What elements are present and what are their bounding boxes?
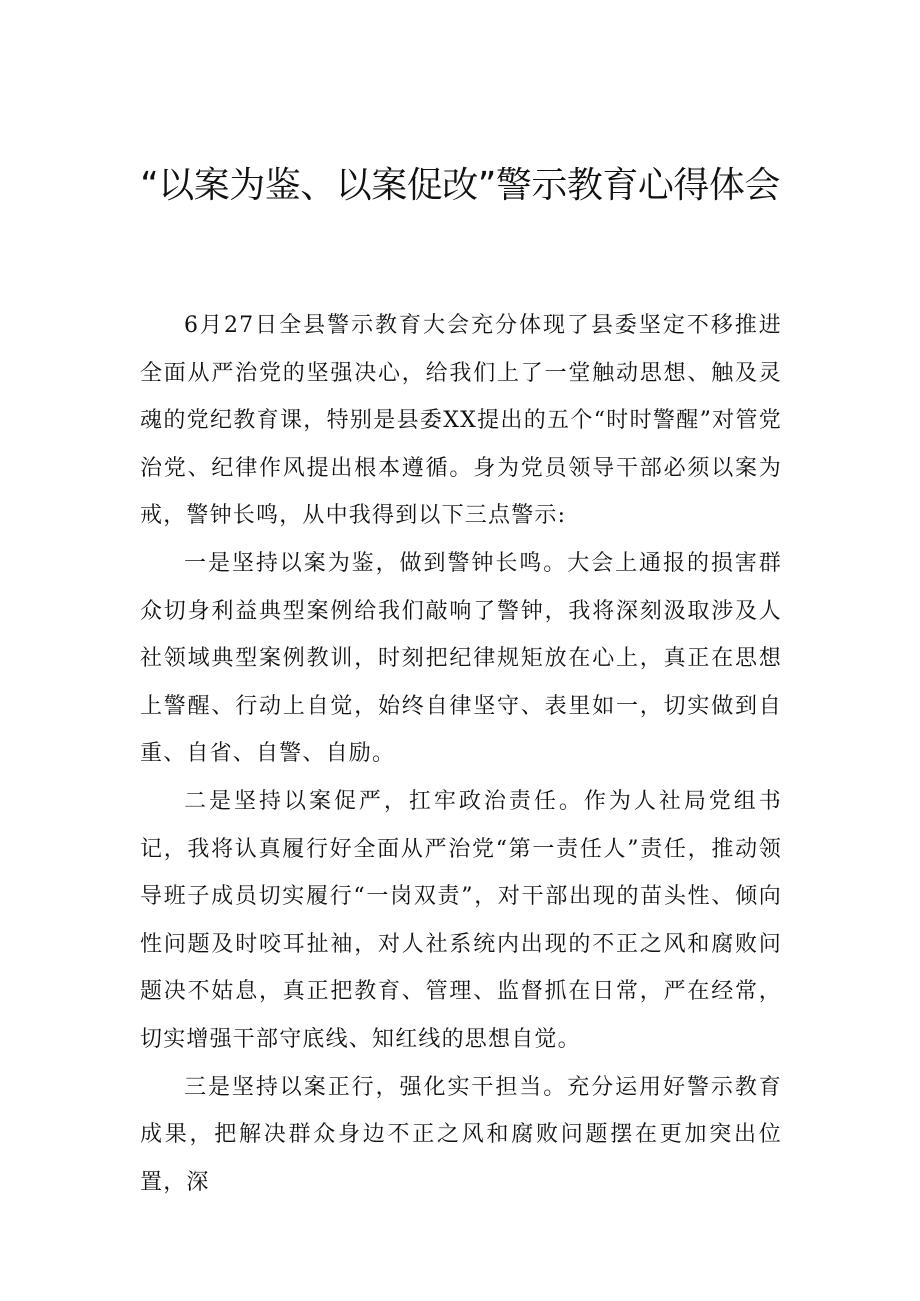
paragraph-point-two: 二是坚持以案促严，扛牢政治责任。作为人社局党组书记，我将认真履行好全面从严治党“第一责任人”责任，推动领导班子成员切实履行“一岗双责”，对干部出现的苗头性、倾向性问题及时咬耳扯袖，对人社系统内出现的不正之风和腐败问题决不姑息，真正把教育、管理、监督抓在日常，严在经常，切实增强干部守底线、知红线的思想自觉。 [140, 788, 782, 1052]
paragraph-point-three: 三是坚持以案正行，强化实干担当。充分运用好警示教育成果，把解决群众身边不正之风和腐败问题摆在更加突出位置，深 [140, 1074, 782, 1195]
paragraph-point-one: 一是坚持以案为鉴，做到警钟长鸣。大会上通报的损害群众切身利益典型案例给我们敲响了警钟，我将深刻汲取涉及人社领域典型案例教训，时刻把纪律规矩放在心上，真正在思想上警醒、行动上自觉，始终自律坚守、表里如一，切实做到自重、自省、自警、自励。 [140, 550, 782, 767]
document-title: “以案为鉴、以案促改”警示教育心得体会 [140, 165, 780, 206]
document-body [140, 302, 782, 1206]
paragraph-intro: 6月27日全县警示教育大会充分体现了县委坚定不移推进全面从严治党的坚强决心，给我们上了一堂触动思想、触及灵魂的党纪教育课，特别是县委XX提出的五个“时时警醒”对管党治党、纪律作风提出根本遵循。身为党员领导干部必须以案为戒，警钟长鸣，从中我得到以下三点警示: [140, 313, 782, 529]
